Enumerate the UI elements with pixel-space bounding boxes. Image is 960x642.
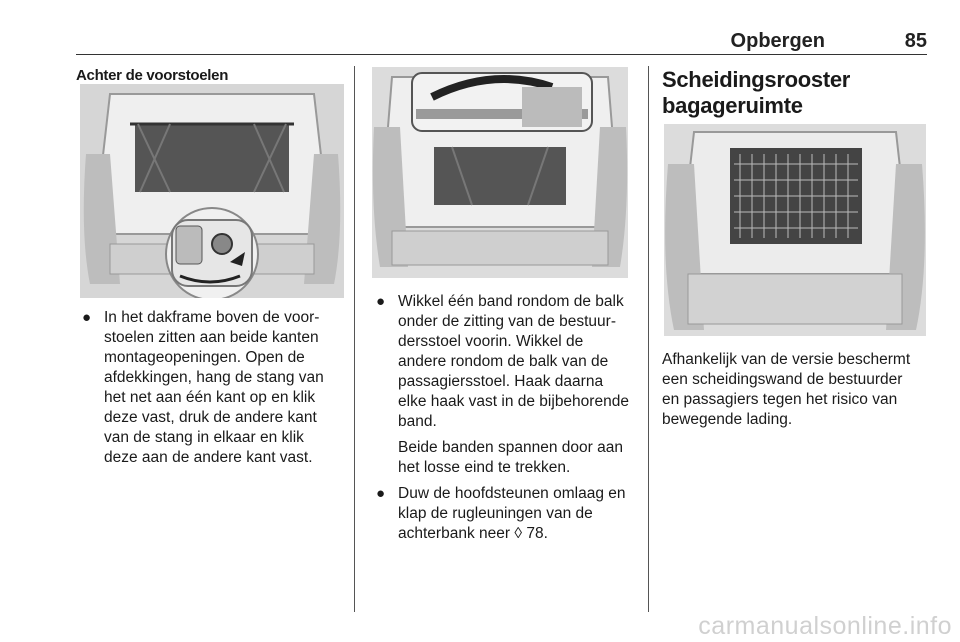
line: In het dakframe boven de voor-: [104, 309, 320, 326]
line: Afhankelijk van de versie beschermt: [662, 351, 911, 368]
line: onder de zitting van de bestuur-: [398, 313, 616, 330]
line: stoelen zitten aan beide kanten: [104, 329, 319, 346]
heading-line: Scheidingsrooster: [662, 67, 851, 92]
bullet-item: [80, 308, 348, 468]
line: bewegende lading.: [662, 411, 793, 428]
section-heading: [662, 67, 850, 119]
column-divider-2: [648, 66, 649, 612]
bullet-list-col1: [80, 308, 348, 474]
indented-note: [374, 438, 640, 478]
line: klap de rugleuningen van de: [398, 505, 593, 522]
page-ref-number[interactable]: 78.: [526, 525, 548, 542]
ref-text: achterbank neer: [398, 525, 511, 542]
section-title: Achter de voorstoelen: [76, 67, 229, 84]
line: passagiersstoel. Haak daarna: [398, 373, 604, 390]
watermark: carmanualsonline.info: [698, 612, 952, 640]
line: afdekkingen, hang de stang van: [104, 369, 324, 386]
line: het net aan één kant op en klik: [104, 389, 316, 406]
line: montageopeningen. Open de: [104, 349, 305, 366]
bullet-dot: ●: [376, 293, 386, 310]
chapter-title: Opbergen: [730, 30, 825, 52]
header-rule: [76, 54, 927, 55]
heading-line: bagageruimte: [662, 93, 803, 118]
line: elke haak vast in de bijbehorende: [398, 393, 629, 410]
bullet-item: [374, 484, 640, 544]
line: een scheidingswand de bestuurder: [662, 371, 903, 388]
line: [398, 524, 640, 544]
line: dersstoel voorin. Wikkel de: [398, 333, 584, 350]
cargo-net-illustration: [80, 84, 344, 298]
page-number: 85: [904, 30, 927, 52]
line: het losse eind te trekken.: [398, 459, 571, 476]
line: deze aan de andere kant vast.: [104, 449, 313, 466]
paragraph: [662, 350, 932, 430]
line: Wikkel één band rondom de balk: [398, 293, 624, 310]
line: andere rondom de balk van de: [398, 353, 609, 370]
line: en passagiers tegen het risico van: [662, 391, 898, 408]
partition-grille-illustration: [664, 124, 926, 336]
line: deze vast, druk de andere kant: [104, 409, 317, 426]
bullet-list-col2: [374, 292, 640, 550]
strap-illustration: [372, 67, 628, 278]
line: Beide banden spannen door aan: [398, 439, 623, 456]
bullet-dot: ●: [82, 309, 92, 326]
bullet-item: [374, 292, 640, 432]
line: band.: [398, 413, 437, 430]
column-divider-1: [354, 66, 355, 612]
line: Duw de hoofdsteunen omlaag en: [398, 485, 626, 502]
bullet-dot: ●: [376, 485, 386, 502]
page-ref-icon[interactable]: ◊: [514, 525, 523, 542]
line: van de stang in elkaar en klik: [104, 429, 304, 446]
